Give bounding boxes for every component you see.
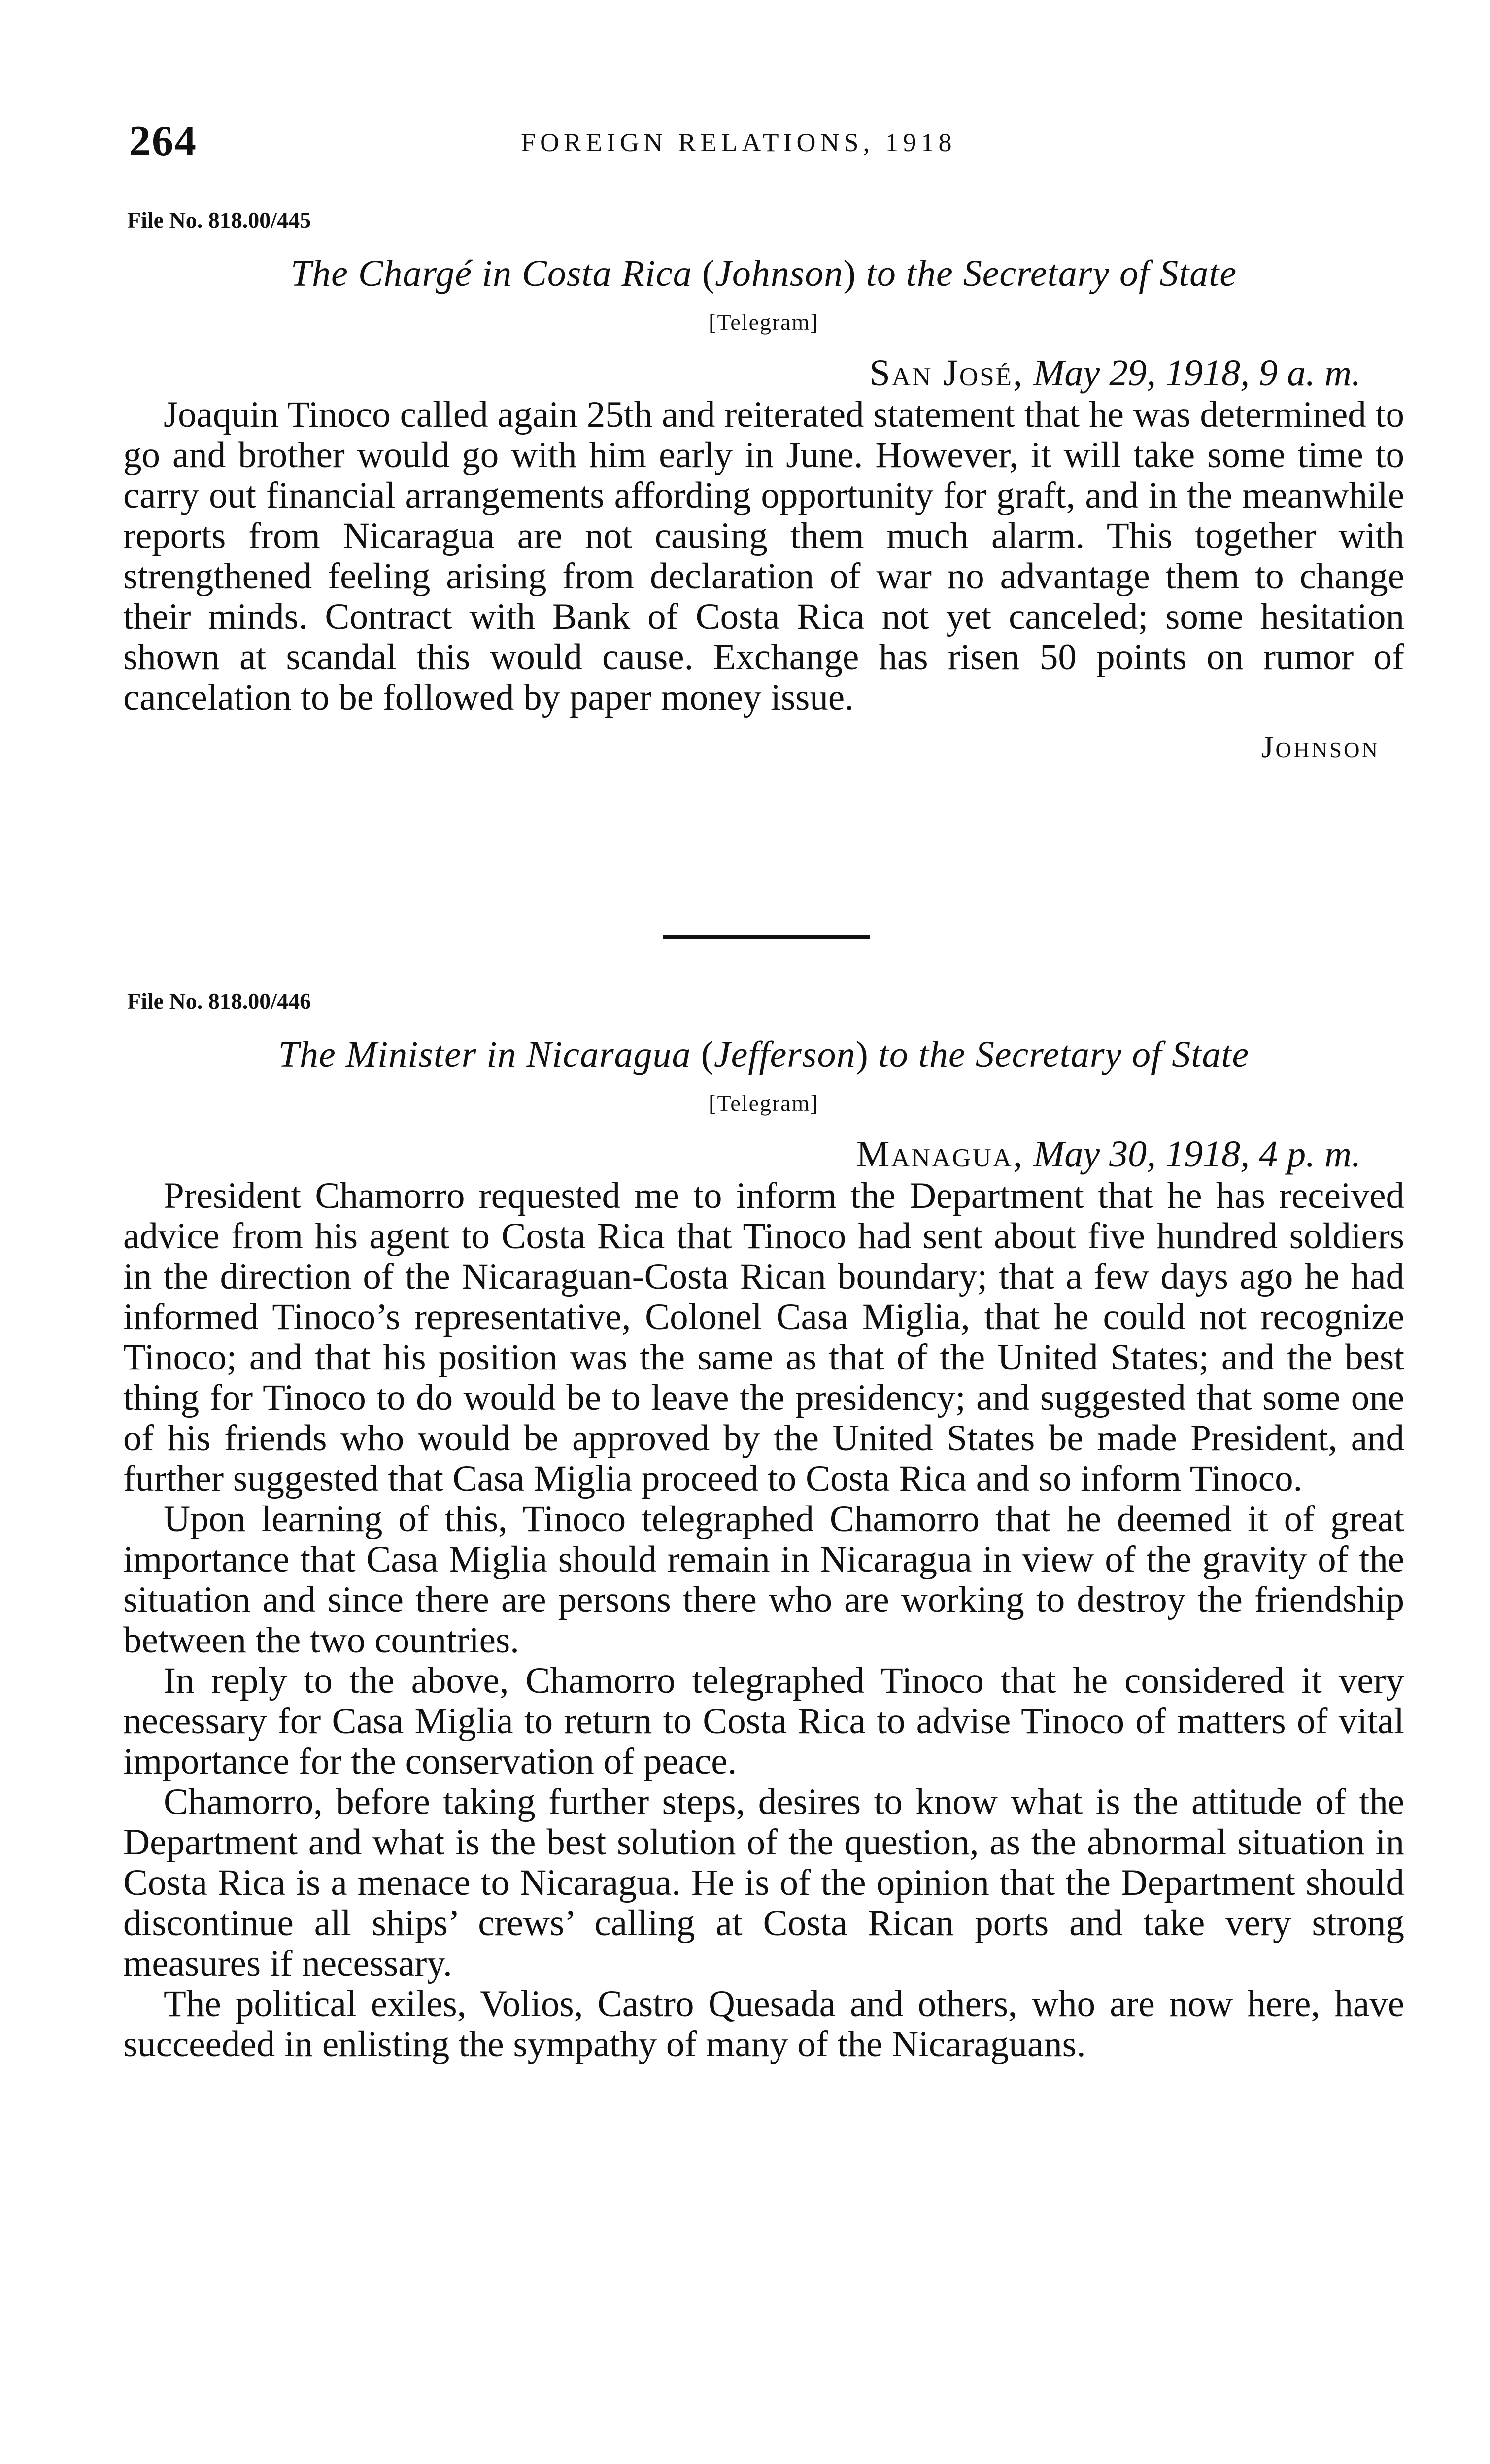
document-title: The Minister in Nicaragua (Jefferson) to the Secretary of State: [278, 1034, 1250, 1075]
title-part-1: The Chargé in Costa Rica: [290, 253, 692, 294]
paragraph: In reply to the above, Chamorro telegraphed Tinoco that he considered it very necessary for Casa Miglia to return to Costa Rica to advise Tinoco of matters of vital importance for the conservation of peace.: [123, 1660, 1404, 1782]
title-part-2: to the Secretary of State: [878, 1034, 1250, 1075]
running-head: [129, 116, 1390, 171]
page-number: 264: [129, 117, 197, 165]
dateline-place: Managua,: [856, 1133, 1024, 1175]
document-title: The Chargé in Costa Rica (Johnson) to the Secretary of State: [290, 253, 1237, 294]
document-body: [123, 395, 1404, 718]
section-divider: [663, 935, 870, 939]
dateline-place: San José,: [869, 352, 1024, 394]
document-entry-1: [123, 207, 1404, 765]
dateline-date: May 29, 1918, 9 a. m.: [1033, 352, 1361, 394]
telegram-label: [Telegram]: [709, 309, 819, 335]
title-name: Jefferson: [713, 1034, 856, 1075]
dateline: [123, 352, 1404, 395]
document-body: [123, 1176, 1404, 2065]
dateline: [123, 1133, 1404, 1176]
file-number: File No. 818.00/445: [127, 207, 311, 233]
paragraph: President Chamorro requested me to inform the Department that he has received advice from his agent to Costa Rica that Tinoco had sent about five hundred soldiers in the direction of the Nicaraguan-Costa Rican boundary; that a few days ago he had informed Tinoco’s representative, Colonel Casa Miglia, that he could not recognize Tinoco; and that his position was the same as that of the United States; and the best thing for Tinoco to do would be to leave the presidency; and suggested that some one of his friends who would be approved by the United States be made President, and further suggested that Casa Miglia proceed to Costa Rica and so inform Tinoco.: [123, 1175, 1404, 1499]
document-entry-2: [123, 988, 1404, 2065]
paragraph: The political exiles, Volios, Castro Quesada and others, who are now here, have succeeded in enlisting the sympathy of many of the Nicaraguans.: [123, 1984, 1404, 2065]
telegram-label: [Telegram]: [709, 1091, 819, 1116]
paragraph: Joaquin Tinoco called again 25th and reiterated statement that he was determined to go and brother would go with him early in June. However, it will take some time to carry out financial arrangements affording opportunity for graft, and in the meanwhile reports from Nicaragua are not causing them much alarm. This together with strengthened feeling arising from declaration of war no advantage them to change their minds. Contract with Bank of Costa Rica not yet canceled; some hesitation shown at scandal this would cause. Exchange has risen 50 points on rumor of cancelation to be followed by paper money issue.: [123, 394, 1404, 718]
title-part-2: to the Secretary of State: [866, 253, 1237, 294]
running-title: FOREIGN RELATIONS, 1918: [521, 128, 956, 157]
signature: Johnson: [1261, 729, 1380, 764]
paragraph: Chamorro, before taking further steps, desires to know what is the attitude of the Department and what is the best solution of the question, as the abnormal situation in Costa Rica is a menace to Nicaragua. He is of the opinion that the Department should discontinue all ships’ crews’ calling at Costa Rican ports and take very strong measures if necessary.: [123, 1781, 1404, 1984]
dateline-date: May 30, 1918, 4 p. m.: [1033, 1133, 1361, 1175]
file-number: File No. 818.00/446: [127, 989, 311, 1014]
paragraph: Upon learning of this, Tinoco telegraphed Chamorro that he deemed it of great importance that Casa Miglia should remain in Nicaragua in view of the gravity of the situation and since there are persons there who are working to destroy the friendship between the two countries.: [123, 1499, 1404, 1661]
title-part-1: The Minister in Nicaragua: [278, 1034, 691, 1075]
title-name: Johnson: [715, 253, 844, 294]
